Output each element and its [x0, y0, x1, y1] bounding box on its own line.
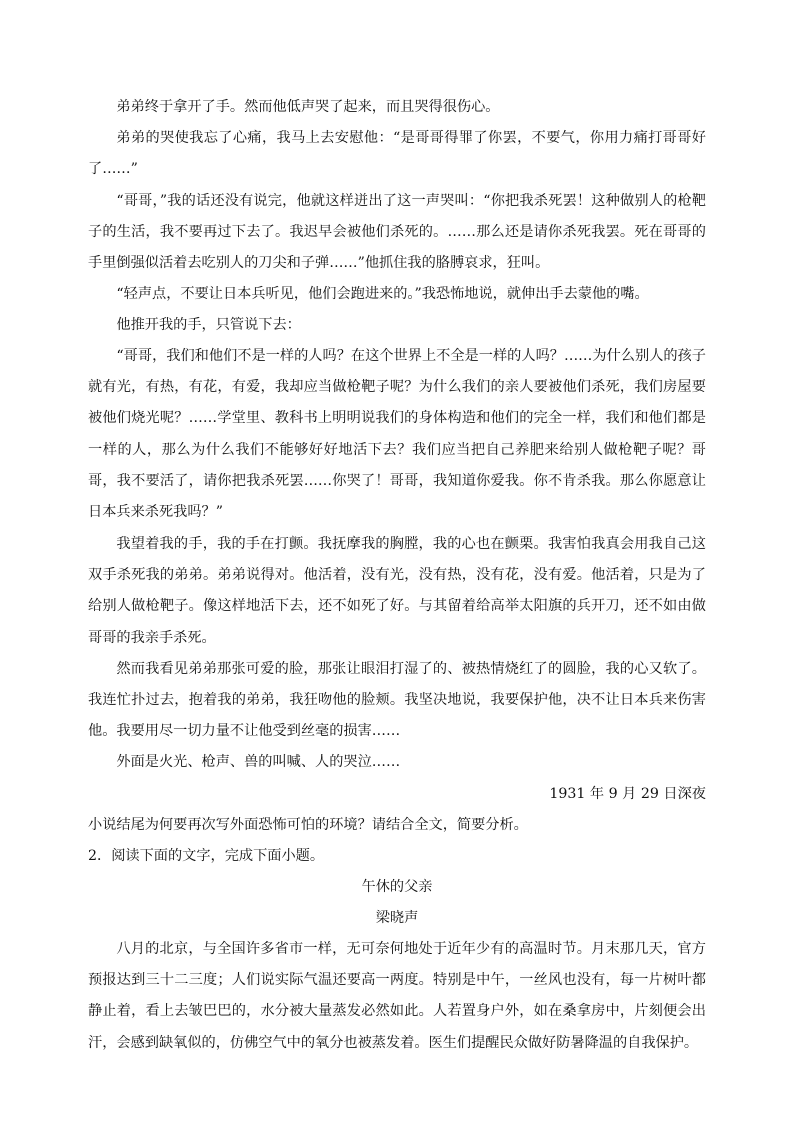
article-paragraph-1: 八月的北京，与全国许多省市一样，无可奈何地处于近年少有的高温时节。月末那几天，官方预报达到三十二三度；人们说实际气温还要高一两度。特别是中午，一丝风也没有，每一片树叶都静止着，看上去皱巴巴的，水分被大量蒸发必然如此。人若置身户外，如在桑拿房中，片刻便会出汗，会感到缺氧似的，仿佛空气中的氧分也被蒸发着。医生们提醒民众做好防暑降温的自我保护。 [88, 941, 706, 1051]
story-paragraph-6: “哥哥，我们和他们不是一样的人吗？在这个世界上不全是一样的人吗？……为什么别人的孩子就有光，有热，有花，有爱，我却应当做枪靶子呢？为什么我们的亲人要被他们杀死，我们房屋要被他们烧光呢？……学堂里、教科书上明明说我们的身体构造和他们的完全一样，我们和他们都是一样的人，那么为什么我们不能够好好地活下去？我们应当把自己养肥来给别人做枪靶子呢？哥哥，我不要活了，请你把我杀死罢……你哭了！哥哥，我知道你爱我。你不肯杀我。那么你愿意让日本兵来杀死我吗？” [88, 348, 706, 521]
question-text: 小说结尾为何要再次写外面恐怖可怕的环境？请结合全文，简要分析。 [88, 817, 528, 833]
story-paragraph-3: “哥哥，”我的话还没有说完，他就这样迸出了这一声哭叫：“你把我杀死罢！这种做别人的枪靶子的生活，我不要再过下去了。我迟早会被他们杀死的。……那么还是请你杀死我罢。死在哥哥的手里倒强似活着去吃别人的刀尖和子弹……”他抓住我的胳膊哀求，狂叫。 [88, 193, 706, 272]
story-paragraph-2: 弟弟的哭使我忘了心痛，我马上去安慰他：“是哥哥得罪了你罢，不要气，你用力痛打哥哥好了……” [88, 130, 706, 178]
story-paragraph-9: 外面是火光、枪声、兽的叫喊、人的哭泣…… [116, 754, 401, 770]
section2-prompt: 2．阅读下面的文字，完成下面小题。 [88, 848, 325, 864]
story-paragraph-8: 然而我看见弟弟那张可爱的脸，那张让眼泪打湿了的、被热情烧红了的圆脸，我的心又软了。我连忙扑过去，抱着我的弟弟，我狂吻他的脸颊。我坚决地说，我要保护他，决不让日本兵来伤害他。我要用尽一切力量不让他受到丝毫的损害…… [88, 661, 706, 740]
story-paragraph-5: 他推开我的手，只管说下去： [116, 317, 301, 333]
article-title: 午休的父亲 [361, 879, 433, 895]
story-date: 1931 年 9 月 29 日深夜 [549, 786, 706, 802]
story-paragraph-7: 我望着我的手，我的手在打颤。我抚摩我的胸膛，我的心也在颤栗。我害怕我真会用我自己这双手杀死我的弟弟。弟弟说得对。他活着，没有光，没有热，没有花，没有爱。他活着，只是为了给别人做枪靶子。像这样地活下去，还不如死了好。与其留着给高举太阳旗的兵开刀，还不如由做哥哥的我亲手杀死。 [88, 536, 706, 646]
story-paragraph-1: 弟弟终于拿开了手。然而他低声哭了起来，而且哭得很伤心。 [116, 99, 500, 115]
story-paragraph-4: “轻声点，不要让日本兵听见，他们会跑进来的。”我恐怖地说，就伸出手去蒙他的嘴。 [116, 286, 649, 302]
article-author: 梁晓声 [375, 910, 419, 926]
